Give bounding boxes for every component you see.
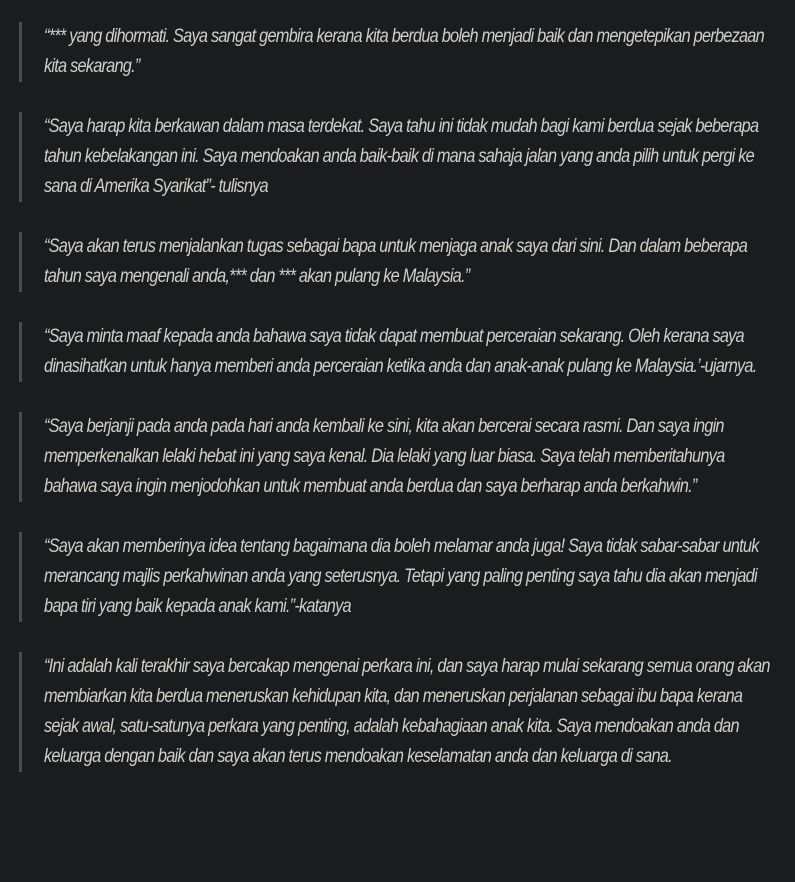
quote-text: “Saya akan terus menjalankan tugas sebagai bapa untuk menjaga anak saya dari sini. Dan dalam beberapa tahun saya mengenali anda,*** dan *** akan pulang ke Malaysia.” <box>44 236 748 287</box>
blockquote <box>19 322 773 382</box>
blockquote <box>19 412 773 502</box>
blockquote <box>19 652 773 772</box>
blockquote <box>19 232 773 292</box>
quote-text: “Saya akan memberinya idea tentang bagaimana dia boleh melamar anda juga! Saya tidak sabar-sabar untuk merancang majlis perkahwinan anda yang seterusnya. Tetapi yang paling penting saya tahu dia akan menjadi bapa tiri yang baik kepada anak kami.”-katanya <box>44 536 759 617</box>
quote-text: “Saya berjanji pada anda pada hari anda kembali ke sini, kita akan bercerai secara rasmi. Dan saya ingin memperkenalkan lelaki hebat ini yang saya kenal. Dia lelaki yang luar biasa. Saya telah memberitahunya bahawa saya ingin menjodohkan untuk membuat anda berdua dan saya berharap anda berkahwin.” <box>44 416 725 497</box>
blockquote <box>19 22 773 82</box>
quote-text: “*** yang dihormati. Saya sangat gembira kerana kita berdua boleh menjadi baik dan mengetepikan perbezaan kita sekarang.” <box>44 26 764 77</box>
blockquote <box>19 532 773 622</box>
blockquote <box>19 112 773 202</box>
quote-text: “Saya minta maaf kepada anda bahawa saya tidak dapat membuat perceraian sekarang. Oleh kerana saya dinasihatkan untuk hanya memberi anda perceraian ketika anda dan anak-anak pulang ke Malaysia.’-ujarnya. <box>44 326 757 377</box>
quote-text: “Saya harap kita berkawan dalam masa terdekat. Saya tahu ini tidak mudah bagi kami berdua sejak beberapa tahun kebelakangan ini. Saya mendoakan anda baik-baik di mana sahaja jalan yang anda pilih untuk pergi ke sana di Amerika Syarikat”- tulisnya <box>44 116 759 197</box>
quote-text: “Ini adalah kali terakhir saya bercakap mengenai perkara ini, dan saya harap mulai sekarang semua orang akan membiarkan kita berdua meneruskan kehidupan kita, dan meneruskan perjalanan sebagai ibu bapa kerana sejak awal, satu-satunya perkara yang penting, adalah kebahagiaan anak kita. Saya mendoakan anda dan keluarga dengan baik dan saya akan terus mendoakan keselamatan anda dan keluarga di sana. <box>44 656 770 767</box>
